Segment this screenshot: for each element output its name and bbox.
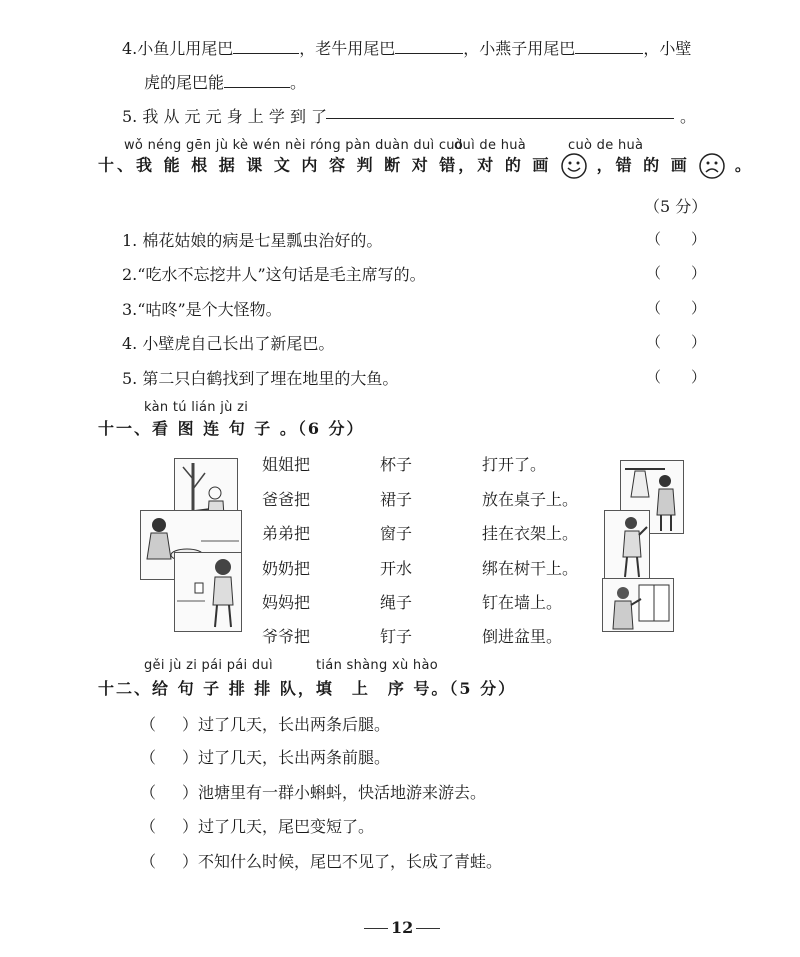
pinyin-cuo-de-hua: cuò de huà: [568, 138, 644, 153]
illustration-brother-cup: [174, 552, 242, 632]
judge-answer-2[interactable]: （ ）: [646, 264, 707, 282]
pinyin-section12-b: tián shàng xù hào: [316, 658, 438, 673]
order-text: ）过了几天，尾巴变短了。: [182, 817, 375, 836]
match-col3-item[interactable]: 钉在墙上。: [482, 593, 563, 612]
section10-score: （5 分）: [644, 197, 708, 216]
match-col2-item[interactable]: 窗子: [380, 524, 413, 543]
order-text: ）过了几天，长出两条前腿。: [182, 748, 391, 767]
sad-face-icon: [698, 152, 726, 180]
judge-item-3: 3.“咕咚”是个大怪物。: [122, 300, 282, 319]
judge-answer-1[interactable]: （ ）: [646, 230, 707, 248]
match-col1-item[interactable]: 妈妈把: [262, 593, 311, 612]
order-blank-open[interactable]: （: [140, 715, 157, 734]
mom-window-image: [603, 579, 673, 631]
question-9-4-line2: [144, 70, 306, 93]
order-text: ）不知什么时候，尾巴不见了，长成了青蛙。: [182, 852, 503, 871]
q4-part3: ，小燕子用尾巴: [463, 39, 576, 58]
match-col1-item[interactable]: 奶奶把: [262, 559, 311, 578]
order-item-5: [140, 849, 502, 872]
judge-item-2: 2.“吃水不忘挖井人”这句话是毛主席写的。: [122, 265, 426, 284]
match-col1-item[interactable]: 爸爸把: [262, 490, 311, 509]
answer-blank-long[interactable]: [326, 104, 674, 119]
section10-title-b: ，错 的 画: [596, 155, 690, 175]
match-col1-item[interactable]: 姐姐把: [262, 455, 311, 474]
match-col2-item[interactable]: 杯子: [380, 455, 413, 474]
smiley-face-icon: [560, 152, 588, 180]
answer-blank[interactable]: [233, 39, 299, 54]
match-col2-item[interactable]: 绳子: [380, 593, 413, 612]
order-item-4: [140, 814, 374, 837]
brother-cup-image: [175, 553, 241, 631]
dad-nail-image: [605, 511, 649, 579]
match-col2-item[interactable]: 开水: [380, 559, 413, 578]
q4-part5: 虎的尾巴能: [144, 73, 225, 92]
section12-title: 十二、给 句 子 排 排 队，填 上 序 号。（5 分）: [98, 679, 517, 698]
order-blank-open[interactable]: （: [140, 748, 157, 767]
match-col3-item[interactable]: 打开了。: [482, 455, 547, 474]
q5-end: 。: [680, 107, 697, 126]
judge-item-4: 4. 小壁虎自己长出了新尾巴。: [122, 334, 335, 353]
answer-blank[interactable]: [575, 39, 643, 54]
order-text: ）过了几天，长出两条后腿。: [182, 715, 391, 734]
match-col2-item[interactable]: 钉子: [380, 627, 413, 646]
pinyin-section11: kàn tú lián jù zi: [144, 400, 249, 415]
judge-answer-3[interactable]: （ ）: [646, 299, 707, 317]
question-9-4-line1: [122, 36, 691, 59]
order-item-2: [140, 745, 390, 768]
pinyin-section10: wǒ néng gēn jù kè wén nèi róng pàn duàn duì cuò: [124, 138, 464, 153]
order-blank-open[interactable]: （: [140, 852, 157, 871]
order-blank-open[interactable]: （: [140, 783, 157, 802]
match-col1-item[interactable]: 弟弟把: [262, 524, 311, 543]
illustration-dad-nail: [604, 510, 650, 580]
pinyin-dui-de-hua: duì de huà: [454, 138, 527, 153]
q4-part2: ，老牛用尾巴: [299, 39, 396, 58]
match-col2-item[interactable]: 裙子: [380, 490, 413, 509]
section10-title-a: 十、我 能 根 据 课 文 内 容 判 断 对 错，对 的 画: [98, 155, 552, 175]
order-blank-open[interactable]: （: [140, 817, 157, 836]
illustration-mom-window: [602, 578, 674, 632]
order-item-3: [140, 780, 486, 803]
order-text: ）池塘里有一群小蝌蚪，快活地游来游去。: [182, 783, 487, 802]
pinyin-section12-a: gěi jù zi pái pái duì: [144, 658, 273, 673]
match-col3-item[interactable]: 倒进盆里。: [482, 627, 563, 646]
judge-item-5: 5. 第二只白鹤找到了埋在地里的大鱼。: [122, 369, 399, 388]
answer-blank[interactable]: [224, 73, 290, 88]
q4-part6: 。: [290, 73, 307, 92]
page-number: 12: [391, 918, 414, 937]
match-col3-item[interactable]: 绑在树干上。: [482, 559, 579, 578]
q4-part1: 4.小鱼儿用尾巴: [122, 39, 234, 58]
order-item-1: [140, 712, 390, 735]
question-9-5: [122, 104, 327, 127]
answer-blank[interactable]: [395, 39, 463, 54]
match-col1-item[interactable]: 爷爷把: [262, 627, 311, 646]
footer-dash-left: [364, 928, 388, 929]
match-col3-item[interactable]: 挂在衣架上。: [482, 524, 579, 543]
section10-title-c: 。: [734, 155, 754, 175]
footer-dash-right: [416, 928, 440, 929]
judge-item-1: 1. 棉花姑娘的病是七星瓢虫治好的。: [122, 231, 383, 250]
judge-answer-5[interactable]: （ ）: [646, 368, 707, 386]
q5-text: 5. 我 从 元 元 身 上 学 到 了: [122, 107, 328, 126]
section11-title: 十一、看 图 连 句 子 。（6 分）: [98, 419, 365, 438]
section10-title: [98, 152, 754, 180]
match-col3-item[interactable]: 放在桌子上。: [482, 490, 579, 509]
q4-part4: ，小壁: [643, 39, 692, 58]
judge-answer-4[interactable]: （ ）: [646, 333, 707, 351]
